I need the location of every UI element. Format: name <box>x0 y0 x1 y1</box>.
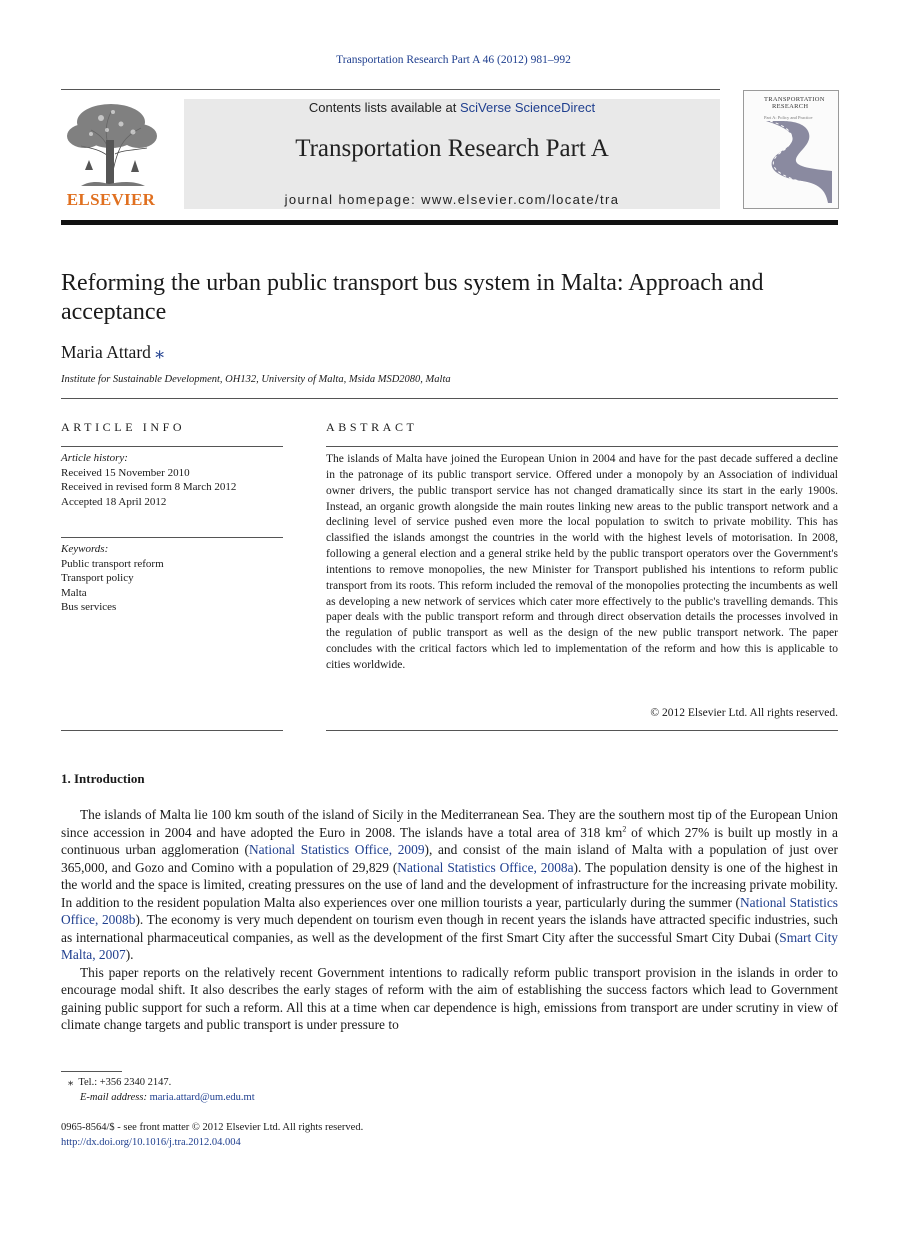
article-info-bottom-rule <box>61 730 283 731</box>
author-footnote-mark[interactable]: ⁎ <box>155 342 165 362</box>
abstract-copyright: © 2012 Elsevier Ltd. All rights reserved. <box>650 707 838 719</box>
author <box>61 342 164 363</box>
intro-text: ), and consist of the main island of Malta with a population of just over 365,000, and Gozo and Comino with a population of 29,829 ( <box>61 842 838 875</box>
journal-title: Transportation Research Part A <box>295 135 609 162</box>
article-info-rule <box>61 446 283 447</box>
affiliation: Institute for Sustainable Development, OH132, University of Malta, Msida MSD2080, Malta <box>61 374 451 385</box>
history-accepted: Accepted 18 April 2012 <box>61 495 167 508</box>
history-received: Received 15 November 2010 <box>61 466 190 479</box>
email-label: E-mail address: <box>80 1092 147 1103</box>
cover-title-line1: TRANSPORTATION <box>764 96 825 103</box>
cover-title-line2: RESEARCH <box>772 103 809 110</box>
intro-text: ). <box>125 947 134 962</box>
title-rule <box>61 398 838 399</box>
intro-text: The islands of Malta lie 100 km south of the island of Sicily in the Mediterranean Sea. They are the southern most tip of the European Union since accession in 2004 and have adopted the Euro in 2008. The islands have a total area of 318 km <box>61 807 838 840</box>
intro-text: ). The economy is very much dependent on tourism even though in recent years the islands have attracted specific industries, such as international pharmaceutical companies, as well as the development of the first Smart City after the successful Smart City Dubai ( <box>61 912 838 945</box>
sciencedirect-link[interactable]: SciVerse ScienceDirect <box>459 100 596 115</box>
cover-subtitle: Part A: Policy and Practice <box>764 115 813 120</box>
intro-paragraph-2: This paper reports on the relatively recent Government intentions to radically reform public transport provision in the islands in order to encourage modal shift. It also describes the early stages of reform with the aim of establishing the success factors which lead to Government gaining public support for such a reform. All this at a time when car dependence is high, emissions from transport are under scrutiny in view of climate change targets and public transport is under pressure to <box>61 964 838 1032</box>
article-title: Reforming the urban public transport bus system in Malta: Approach and acceptance <box>61 270 764 325</box>
footer-issn: 0965-8564/$ - see front matter © 2012 Elsevier Ltd. All rights reserved. <box>61 1122 364 1133</box>
footnote-email <box>80 1092 255 1103</box>
header-top-rule <box>61 89 720 90</box>
keyword-item: Public transport reform <box>61 557 164 570</box>
history-label: Article history: <box>61 452 128 464</box>
history-revised: Received in revised form 8 March 2012 <box>61 481 237 493</box>
citation-link[interactable]: National Statistics Office, 2008a <box>397 859 574 875</box>
journal-homepage[interactable]: journal homepage: www.elsevier.com/locate/tra <box>284 192 620 207</box>
citation-link[interactable]: National Statistics Office, 2008b <box>61 894 838 927</box>
cover-title <box>764 96 825 110</box>
footnote-rule <box>61 1071 122 1072</box>
abstract-bottom-rule <box>326 730 838 731</box>
keyword-item: Transport policy <box>61 572 134 584</box>
footnote-tel-text: Tel.: +356 2340 2147. <box>78 1077 172 1088</box>
keyword-item: Bus services <box>61 601 117 613</box>
article-info-heading: ARTICLE INFO <box>61 420 186 434</box>
intro-paragraph-1 <box>61 806 838 964</box>
citation-link[interactable]: National Statistics Office, 2009 <box>249 842 425 857</box>
elsevier-wordmark: ELSEVIER <box>66 190 156 209</box>
journal-citation[interactable]: Transportation Research Part A 46 (2012) 981–992 <box>336 54 571 66</box>
intro-text: ). The population density is one of the highest in the world and the space is limited, creating pressures on the use of land and the development of infrastructure for the increasing private mobility. In addition to the resident population Malta also experiences over one million tourists a year, particularly during the summer ( <box>61 859 838 910</box>
email-link[interactable]: maria.attard@um.edu.mt <box>149 1092 255 1103</box>
author-name[interactable]: Maria Attard <box>61 342 151 362</box>
doi-link[interactable]: http://dx.doi.org/10.1016/j.tra.2012.04.004 <box>61 1137 241 1148</box>
contents-line <box>184 100 720 115</box>
keywords-label: Keywords: <box>61 543 109 555</box>
road-graphic-icon <box>752 121 832 203</box>
abstract-heading: ABSTRACT <box>326 420 418 434</box>
keyword-item: Malta <box>61 586 87 599</box>
journal-cover-thumbnail[interactable] <box>743 90 839 209</box>
keywords-block <box>61 542 283 615</box>
citation-link[interactable]: Smart City Malta, 2007 <box>61 929 838 962</box>
article-history <box>61 451 283 509</box>
intro-text: of which 27% is built up mostly in a continuous urban agglomeration ( <box>61 824 838 857</box>
header-thick-rule <box>61 220 838 225</box>
keywords-rule <box>61 537 283 538</box>
abstract-rule <box>326 446 838 447</box>
footnote-tel <box>68 1076 171 1088</box>
superscript: 2 <box>622 824 627 834</box>
footnote-mark: ⁎ <box>68 1077 74 1088</box>
elsevier-logo[interactable] <box>61 100 161 210</box>
introduction-body <box>61 806 838 1034</box>
section-heading-introduction: 1. Introduction <box>61 771 145 786</box>
elsevier-tree-icon <box>61 100 161 188</box>
contents-prefix: Contents lists available at <box>308 100 460 115</box>
abstract-text: The islands of Malta have joined the European Union in 2004 and have for the past decade suffered a decline in the patronage of its public transport service. Offered under a monopoly by an Association of individual owner drivers, the public transport service has not changed dramatically since its start in the early 1900s. Instead, an organic growth alongside the main routes linking new areas to the public transport network and a declining level of service pushed even more the local population to switch to private mobility. This has classified the islands amongst the countries in the world with the highest levels of motorisation. In 2008, following a general election and a general strike held by the public transport operators over the Government's intentions to remove monopolies, the new Minister for Transport published his intentions to reform public transport from its roots. This reform included the removal of the monopolies protecting the incumbents as well as developing a new network of services which cater more effectively to the public's travelling demands. This paper deals with the public transport reform and through direct observation details the processes involved in the regulation of public transport as well as the design of the new public transport network. The paper concludes with the critical factors which led to implementation of the reform and how this is applicable to cities worldwide. <box>326 453 838 671</box>
journal-banner <box>184 99 720 209</box>
